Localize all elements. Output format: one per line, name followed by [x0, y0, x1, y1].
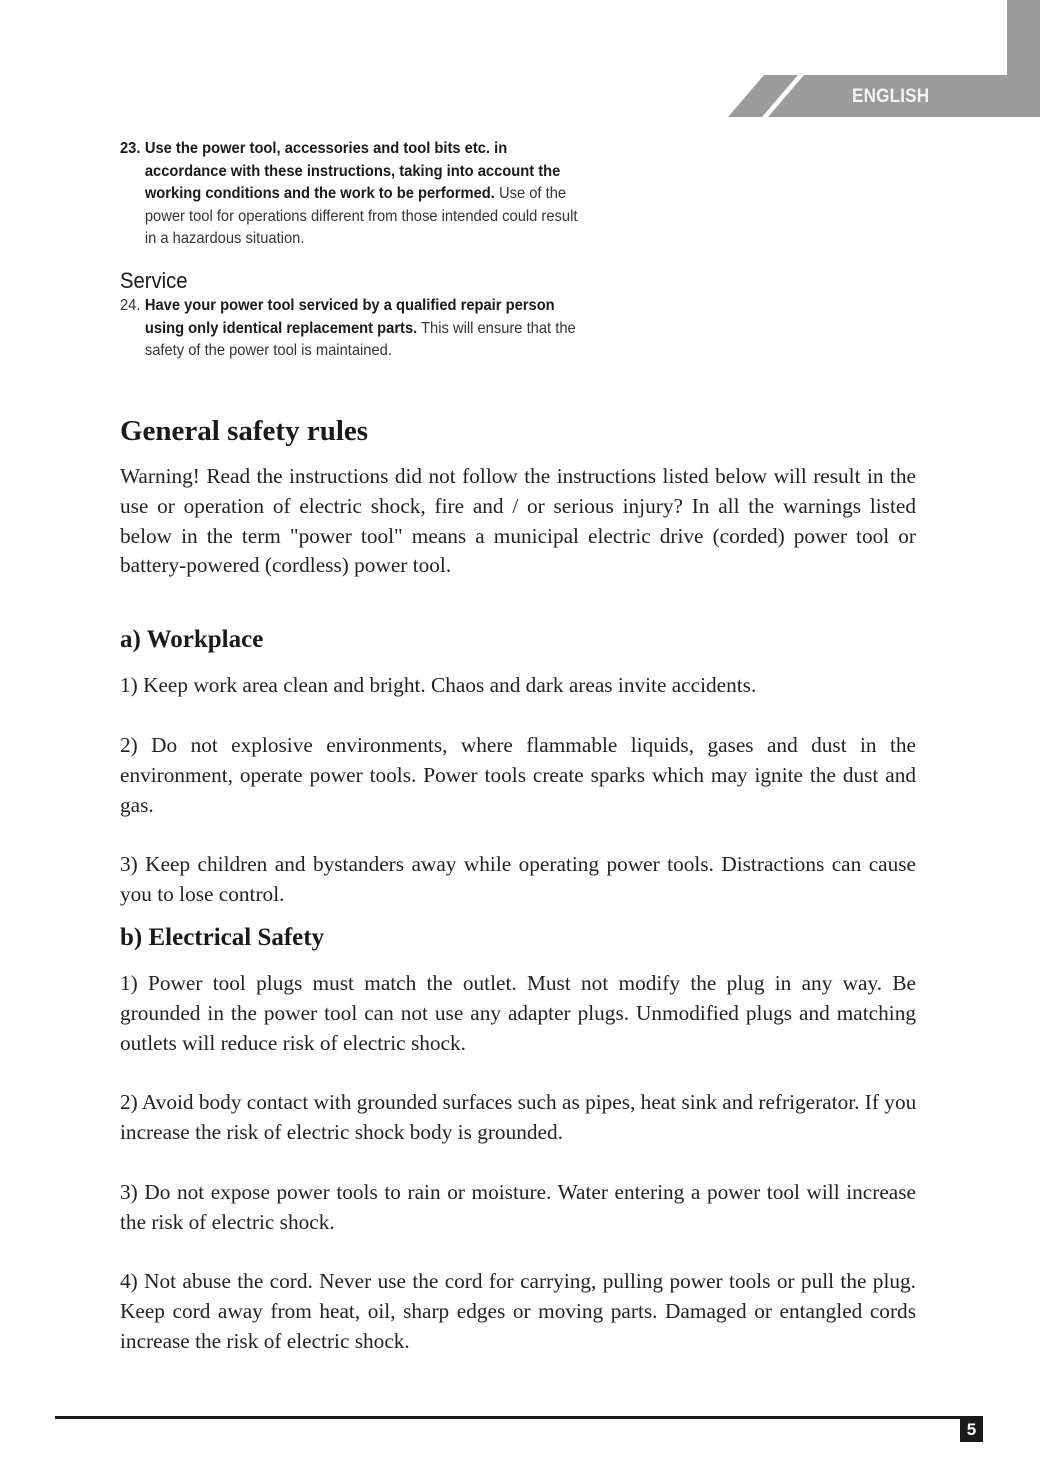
electrical-item-2: 2) Avoid body contact with grounded surfaces such as pipes, heat sink and refrigerator. If you increase the risk of electric shock body is grounded. — [120, 1090, 917, 1144]
electrical-item-1: 1) Power tool plugs must match the outlet. Must not modify the plug in any way. Be grounded in the power tool can not use any adapter plugs. Unmodified plugs and matching outlets will reduce risk of electric shock. — [120, 971, 916, 1055]
electrical-item-4: 4) Not abuse the cord. Never use the cord for carrying, pulling power tools or pull the plug. Keep cord away from heat, oil, sharp edges or moving parts. Damaged or entangled cords increase the risk of electric shock. — [120, 1269, 916, 1353]
footer-rule — [55, 1416, 983, 1419]
workplace-item-3: 3) Keep children and bystanders away while operating power tools. Distractions can cause you to lose control. — [120, 852, 916, 906]
electrical-safety-heading: b) Electrical Safety — [120, 924, 325, 951]
general-safety-intro: Warning! Read the instructions did not follow the instructions listed below will result in the use or operation of electric shock, fire and / or serious injury? In all the warnings listed below in the term "power tool" means a municipal electric drive (corded) power tool or battery-powered (cordless) power tool. — [120, 464, 916, 578]
item-bold-text: Have your power tool serviced by a qualified repair person using only identical replacement parts. — [144, 297, 555, 337]
instruction-item-24 — [120, 295, 580, 363]
workplace-item-1: 1) Keep work area clean and bright. Chaos and dark areas invite accidents. — [120, 673, 757, 697]
item-bold-text: Use the power tool, accessories and tool bits etc. in accordance with these instructions, taking into account the working conditions and the work to be performed. — [144, 140, 561, 202]
workplace-item-2: 2) Do not explosive environments, where flammable liquids, gases and dust in the environment, operate power tools. Power tools create sparks which may ignite the dust and gas. — [120, 733, 916, 817]
item-number: 23. — [120, 140, 141, 157]
service-heading: Service — [120, 268, 188, 293]
general-safety-heading: General safety rules — [120, 415, 369, 447]
instruction-item-23 — [120, 138, 580, 251]
page-number: 5 — [960, 1417, 983, 1442]
item-regular-text: Use of the power tool for operations different from those intended could result in a hazardous situation. — [144, 185, 578, 247]
item-number: 24. — [120, 297, 141, 314]
workplace-heading: a) Workplace — [120, 626, 264, 653]
language-label: ENGLISH — [852, 86, 930, 107]
item-regular-text: This will ensure that the safety of the power tool is maintained. — [144, 319, 576, 359]
electrical-item-3: 3) Do not expose power tools to rain or moisture. Water entering a power tool will increase the risk of electric shock. — [120, 1180, 916, 1234]
